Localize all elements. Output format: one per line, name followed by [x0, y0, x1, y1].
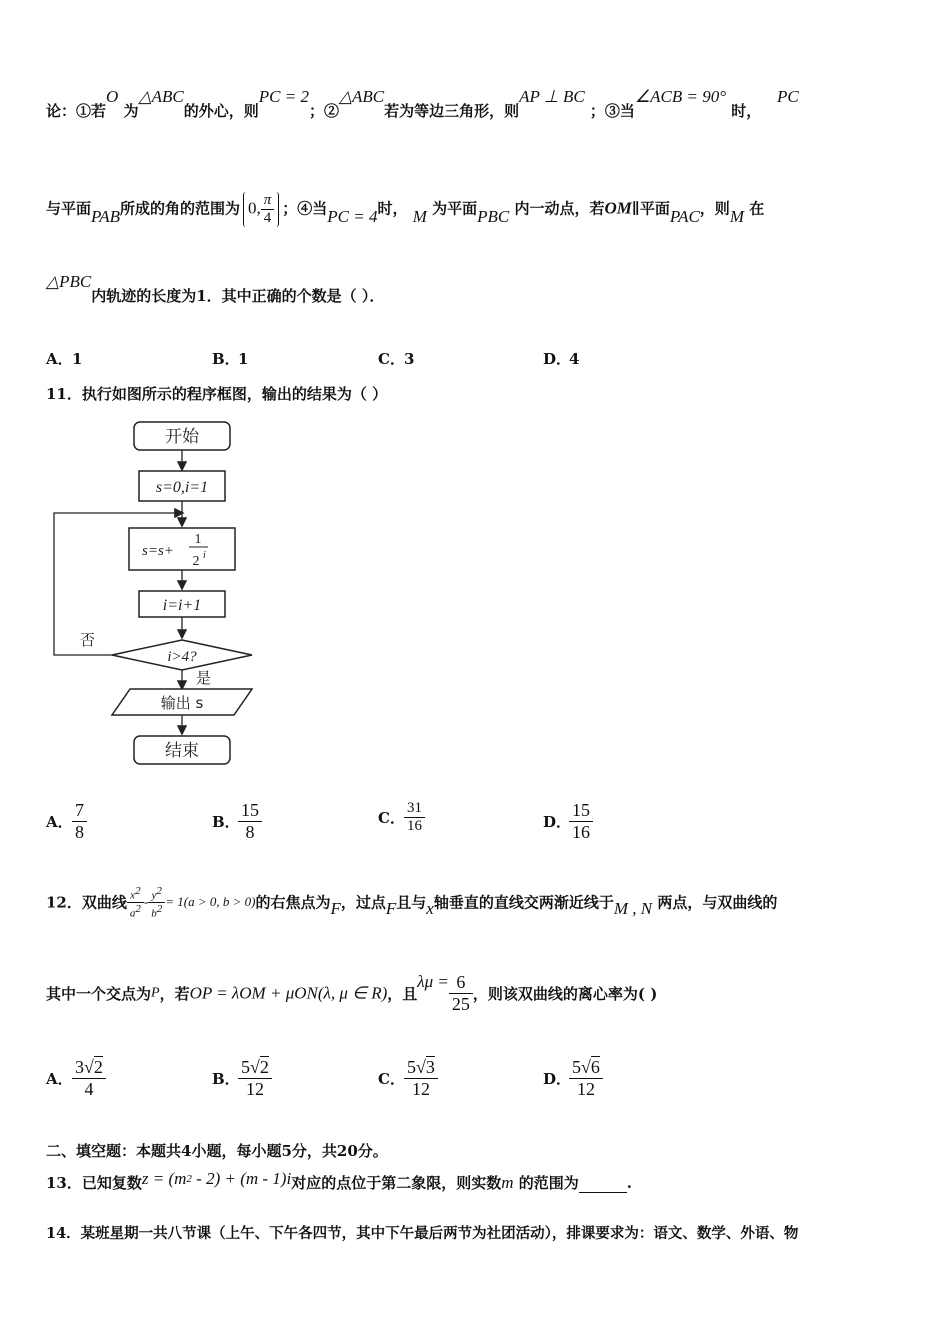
exponent: 2 [186, 1173, 192, 1185]
q12-option-c[interactable] [378, 1057, 438, 1100]
flow-update-s-prefix: s=s+ [142, 543, 174, 559]
numerator: 7 [72, 800, 87, 822]
text: ，且 [387, 985, 418, 1003]
q10-option-d[interactable] [543, 348, 579, 369]
text: 内轨迹的长度为1．其中正确的个数是（ ）． [91, 287, 385, 305]
section-2-title: 二、填空题：本题共4小题，每小题5分，共20分。 [46, 1142, 388, 1160]
flow-update-s-num: 1 [194, 532, 202, 547]
text: 且与 [396, 893, 427, 912]
y-var: y [151, 889, 157, 902]
radicand: 2 [93, 1057, 103, 1077]
option-fraction: $\frac{5√6}{12}$ [569, 1057, 603, 1100]
option-label: C． [378, 1070, 405, 1088]
text: ，若 [159, 985, 190, 1003]
radicand: 3 [425, 1057, 435, 1077]
q10-option-b[interactable] [212, 348, 248, 369]
option-fraction [404, 800, 425, 835]
math: x [426, 899, 434, 919]
q11-stem: 11．执行如图所示的程序框图，输出的结果为（ ） [46, 385, 388, 403]
math: OP = λOM + μON(λ, μ ∈ R) [189, 983, 388, 1003]
coefficient: 5 [572, 1057, 581, 1077]
math: PAC [669, 206, 700, 226]
option-label: B． [212, 813, 240, 831]
q11-option-b[interactable] [212, 800, 262, 843]
denominator: 12 [576, 1079, 595, 1099]
text: ，则 [699, 199, 730, 218]
numerator: 15 [238, 800, 262, 822]
q12-option-d[interactable] [543, 1057, 603, 1100]
math: △ABC [138, 87, 184, 106]
q10-option-c[interactable] [378, 348, 414, 369]
math: λμ = [417, 972, 449, 991]
text: 内一动点，若 [514, 199, 605, 218]
option-fraction: $\frac{5√2}{12}$ [238, 1057, 272, 1100]
math: z = (m [141, 1169, 187, 1188]
denominator: 8 [245, 822, 255, 842]
math: m [501, 1173, 514, 1192]
x2-over-a2: $\frac{x2}{a2}$ [127, 885, 144, 919]
flow-start-text: 开始 [165, 427, 199, 447]
b-var: b [151, 907, 157, 920]
math: AP ⊥ BC [519, 87, 585, 106]
denominator: 8 [75, 822, 84, 842]
pi-over-4 [261, 192, 275, 227]
option-label: D． [543, 813, 572, 831]
text: 两点，与双曲线的 [657, 893, 778, 912]
math: M , N [613, 899, 653, 919]
option-value: 1 [238, 350, 249, 368]
math: O [106, 87, 119, 106]
answer-blank[interactable] [579, 1174, 627, 1193]
denominator: 4 [263, 210, 272, 226]
flow-no-label: 否 [80, 631, 96, 649]
q10-line-3 [46, 272, 910, 306]
text: 其中一个交点为 [46, 985, 152, 1003]
option-fraction: $\frac{5√3}{12}$ [404, 1057, 438, 1100]
math: PC = 2 [258, 87, 309, 106]
q13 [46, 1169, 910, 1193]
math: PBC [477, 206, 510, 226]
math: M [412, 206, 427, 226]
option-label: A． [46, 813, 73, 831]
interval [243, 192, 279, 227]
text: 轴垂直的直线交两渐近线于 [433, 893, 614, 912]
text: ；③当 [589, 102, 635, 120]
option-fraction [569, 800, 593, 843]
option-label: D． [543, 1070, 572, 1088]
text: 为 [123, 102, 139, 120]
flow-update-i-text: i=i+1 [162, 597, 202, 614]
math: = 1(a > 0, b > 0) [165, 894, 256, 910]
coefficient: 5 [407, 1057, 416, 1077]
option-value: 3 [404, 350, 415, 368]
denominator: 4 [84, 1079, 94, 1099]
q11-option-c[interactable] [378, 800, 425, 835]
math: △PBC [46, 272, 92, 291]
option-label: A． [46, 350, 73, 368]
flow-init-text: s=0,i=1 [155, 479, 209, 496]
coefficient: 3 [75, 1057, 84, 1077]
text: ；② [308, 102, 339, 120]
option-fraction [238, 800, 262, 843]
six-over-25 [449, 972, 473, 1015]
text: 在 [749, 199, 765, 218]
q11-option-d[interactable] [543, 800, 593, 843]
q11-option-a[interactable] [46, 800, 87, 843]
text: ∥平面 [631, 199, 670, 218]
text: 时， [731, 102, 762, 120]
math: △ABC [338, 87, 385, 106]
math: F [385, 899, 397, 919]
q12-line-2 [46, 972, 910, 1015]
q12-option-b[interactable] [212, 1057, 272, 1100]
text: ，则该双曲线的离心率为( ) [472, 985, 658, 1003]
math: M [729, 206, 744, 226]
a-var: a [129, 907, 136, 920]
text: 的外心，则 [183, 102, 259, 120]
math: P [151, 985, 160, 1001]
x-var: x [130, 889, 136, 902]
math: PAB [91, 206, 120, 226]
text: ，过点 [340, 893, 386, 912]
denominator: 12 [245, 1079, 264, 1099]
flow-condition-text: i>4? [167, 649, 197, 665]
denominator: 16 [407, 818, 422, 834]
text: 与平面 [46, 199, 92, 218]
option-label: D． [543, 350, 572, 368]
option-value: 1 [72, 350, 83, 368]
flow-update-s-den: 2 [192, 554, 200, 569]
q12-option-a[interactable] [46, 1057, 106, 1100]
math: F [330, 899, 341, 919]
text: 的范围为 [518, 1174, 579, 1192]
math: - 2) + (m - 1)i [191, 1169, 292, 1188]
text: 所成的角的范围为 [119, 199, 240, 218]
option-fraction: $\frac{3√2}{4}$ [72, 1057, 106, 1100]
option-label: A． [46, 1070, 73, 1088]
flow-output-text: 输出 s [160, 694, 204, 712]
text: 对应的点位于第二象限，则实数 [291, 1174, 502, 1192]
math: ∠ACB = 90° [634, 87, 727, 106]
text: 为平面 [432, 199, 478, 218]
numerator: 15 [569, 800, 593, 822]
text: 的右焦点为 [255, 893, 331, 912]
text: 13．已知复数 [46, 1174, 142, 1192]
text: 若为等边三角形，则 [384, 102, 520, 120]
minus: - [143, 894, 149, 910]
q10-line-2 [46, 192, 910, 227]
denominator: 16 [572, 822, 590, 842]
flow-yes-label: 是 [196, 669, 212, 687]
numerator: π [261, 192, 275, 210]
y2-over-b2: $\frac{y2}{b2}$ [148, 885, 165, 919]
numerator: 6 [449, 972, 473, 994]
option-label: C． [378, 350, 405, 368]
q12-line-1 [46, 885, 910, 919]
math: OM [604, 198, 632, 218]
text: . [626, 1174, 632, 1192]
option-label: B． [212, 350, 240, 368]
math: PC [776, 87, 799, 106]
math: PC = 4 [327, 206, 378, 226]
denominator: 12 [411, 1079, 430, 1099]
radicand: 6 [590, 1057, 600, 1077]
text: 论：①若 [46, 102, 107, 120]
radicand: 2 [259, 1057, 269, 1077]
numerator: 31 [404, 800, 425, 818]
denominator: 25 [451, 994, 470, 1014]
text: 时， [377, 199, 408, 218]
text: ；④当 [282, 199, 328, 218]
q10-option-a[interactable] [46, 348, 82, 369]
flowchart [46, 415, 261, 770]
coefficient: 5 [241, 1057, 250, 1077]
q14: 14．某班星期一共八节课（上午、下午各四节，其中下午最后两节为社团活动），排课要求为：语文、数学、外语、物 [46, 1225, 799, 1242]
q10-line-1 [46, 87, 910, 121]
text: 12．双曲线 [46, 893, 127, 912]
option-value: 4 [569, 350, 580, 368]
option-label: B． [212, 1070, 240, 1088]
flow-end-text: 结束 [165, 741, 199, 761]
flow-update-s-exp: i [203, 550, 206, 561]
option-label: C． [378, 809, 405, 827]
option-fraction [72, 800, 87, 843]
interval-left: 0, [248, 198, 261, 218]
